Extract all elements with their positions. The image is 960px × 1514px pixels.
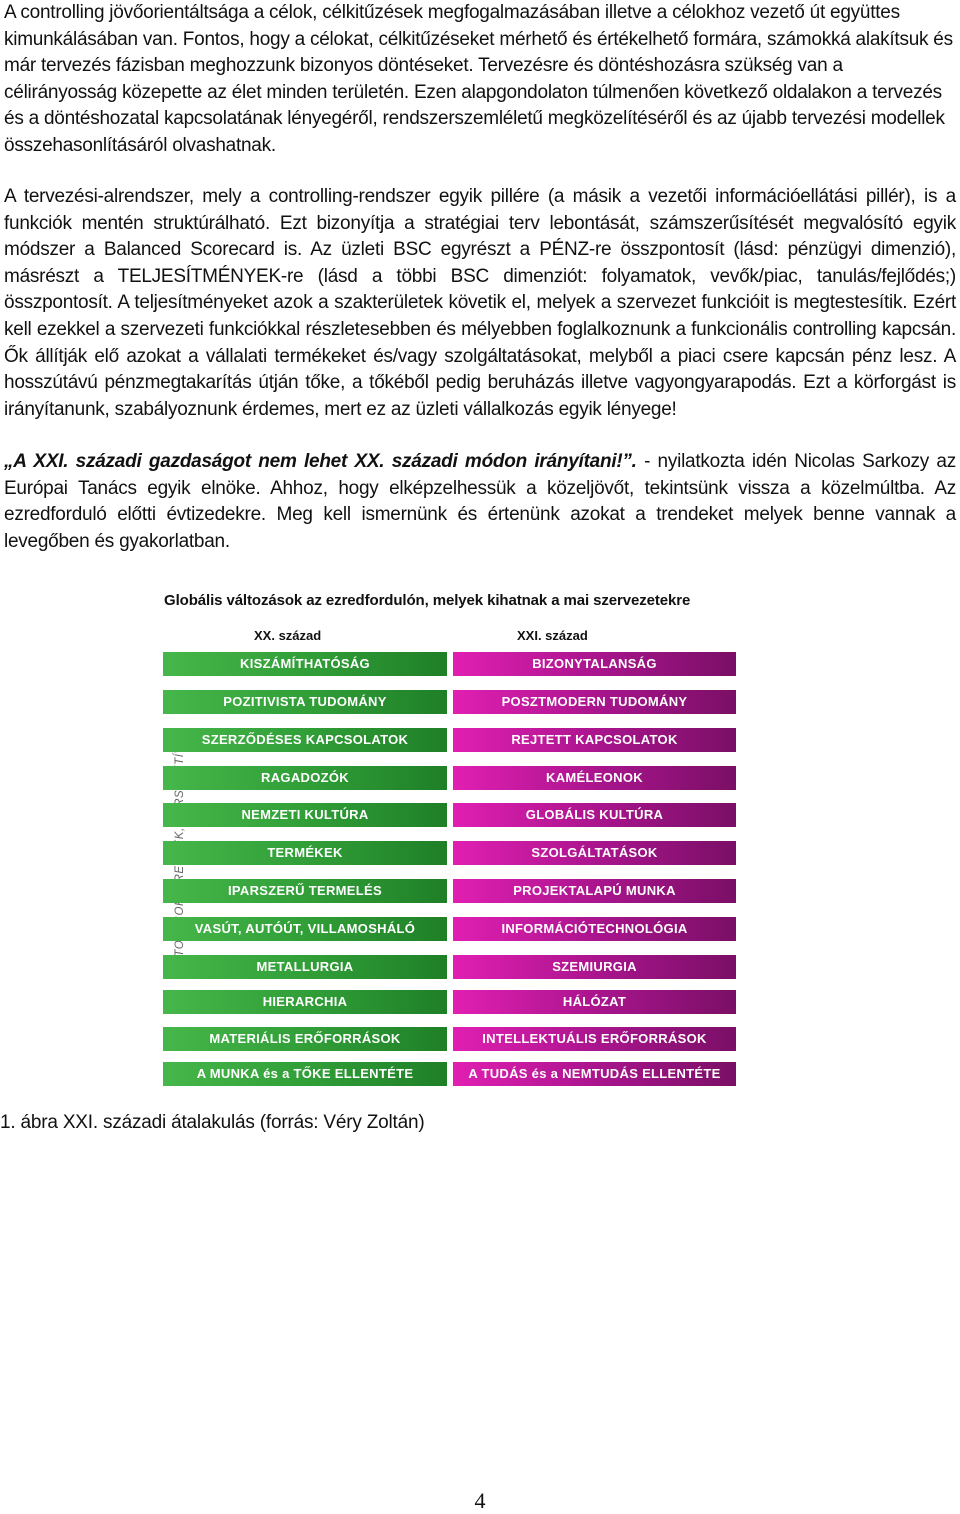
cell-21st-century: GLOBÁLIS KULTÚRA [453,803,736,827]
cell-21st-century: REJTETT KAPCSOLATOK [453,728,736,752]
cell-20th-century: RAGADOZÓK [163,766,447,790]
comparison-row [163,879,735,903]
paragraph-1: A controlling jövőorientáltsága a célok, célkitűzések megfogalmazásában illetve a célokhoz vezető út együttes kimunkálásában van. Fontos, hogy a célokat, célkitűzéseket mérhető és értékelhető formára, számokká alakítsuk és már tervezés fázisban meghozzunk bizonyos döntéseket. Tervezésre és döntéshozásra szükség van a célirányosság közepette az élet minden területén. Ezen alapgondolaton túlmenően következő oldalakon a tervezés és a döntéshozatal kapcsolatának lényegéről, rendszerszemléletű megközelítéséről és az újabb tervezési modellek összehasonlításáról olvashatnak. [4,2,953,156]
cell-21st-century: HÁLÓZAT [453,990,736,1014]
comparison-row [163,766,735,790]
paragraph-3-rest: - nyilatkozta idén Nicolas Sarkozy az Európai Tanács egyik elnöke. Ahhoz, hogy elképzelhessük a közeljövőt, tekintsünk vissza a közelmúltba. Az ezredforduló előtti évtizedekre. Meg kell ismernünk és értenünk azokat a trendeket melyek benne vannak a levegőben és gyakorlatban. [4,451,956,552]
cell-21st-century: KAMÉLEONOK [453,766,736,790]
cell-20th-century: A MUNKA és a TŐKE ELLENTÉTE [163,1062,447,1086]
comparison-row [163,917,735,941]
cell-20th-century: NEMZETI KULTÚRA [163,803,447,827]
figure-title: Globális változások az ezredfordulón, melyek kihatnak a mai szervezetekre [164,592,691,609]
cell-21st-century: PROJEKTALAPÚ MUNKA [453,879,736,903]
cell-21st-century: A TUDÁS és a NEMTUDÁS ELLENTÉTE [453,1062,736,1086]
cell-21st-century: BIZONYTALANSÁG [453,652,736,676]
cell-20th-century: IPARSZERŰ TERMELÉS [163,879,447,903]
comparison-row [163,690,735,714]
figure-caption: 1. ábra XXI. századi átalakulás (forrás: Véry Zoltán) [0,1112,425,1133]
cell-21st-century: INTELLEKTUÁLIS ERŐFORRÁSOK [453,1027,736,1051]
comparison-row [163,1027,735,1051]
figure-global-changes [0,586,960,1096]
paragraph-3 [4,449,956,555]
cell-20th-century: SZERZŐDÉSES KAPCSOLATOK [163,728,447,752]
cell-20th-century: VASÚT, AUTÓÚT, VILLAMOSHÁLÓ [163,917,447,941]
cell-20th-century: MATERIÁLIS ERŐFORRÁSOK [163,1027,447,1051]
sarkozy-quote: „A XXI. századi gazdaságot nem lehet XX. századi módon irányítani!”. [4,451,637,472]
comparison-row [163,1062,735,1086]
cell-20th-century: KISZÁMÍTHATÓSÁG [163,652,447,676]
cell-20th-century: HIERARCHIA [163,990,447,1014]
comparison-row [163,955,735,979]
column-header-20th-century: XX. század [254,628,322,643]
column-header-21st-century: XXI. század [517,628,588,643]
cell-21st-century: INFORMÁCIÓTECHNOLÓGIA [453,917,736,941]
cell-20th-century: METALLURGIA [163,955,447,979]
comparison-row [163,841,735,865]
cell-21st-century: POSZTMODERN TUDOMÁNY [453,690,736,714]
comparison-row [163,803,735,827]
paragraph-2: A tervezési-alrendszer, mely a controlling-rendszer egyik pillére (a másik a vezetői információellátási pillér), is a funkciók mentén struktúrálható. Ezt bizonyítja a stratégiai terv lebontását, számszerűsítését megvalósító egyik módszer a Balanced Scorecard is. Az üzleti BSC egyrészt a PÉNZ-re összpontosít (lásd: pénzügyi dimenzió), másrészt a TELJESÍTMÉNYEK-re (lásd a többi BSC dimenziót: folyamatok, vevők/piac, tanulás/fejlődés;) összpontosít. A teljesítményeket azok a szakterületek követik el, melyek a szervezet funkcióit is megtestesítik. Ezért kell ezekkel a szervezeti funkciókkal részletesebben és mélyebben foglalkoznunk a funkcionális controlling kapcsán. Ők állítják elő azokat a vállalati termékeket és/vagy szolgáltatásokat, melyből a piaci csere kapcsán pénz lesz. A hosszútávú pénzmegtakarítás útján tőke, a tőkéből pedig beruházás illetve vagyongyarapodás. Ezt a körforgást is irányítanunk, szabályoznunk érdemes, mert ez az üzleti vállalkozás egyik lényege! [4,186,956,420]
cell-21st-century: SZOLGÁLTATÁSOK [453,841,736,865]
comparison-row [163,728,735,752]
cell-20th-century: TERMÉKEK [163,841,447,865]
comparison-row [163,652,735,676]
page-number: 4 [474,1488,486,1513]
cell-20th-century: POZITIVISTA TUDOMÁNY [163,690,447,714]
cell-21st-century: SZEMIURGIA [453,955,736,979]
comparison-row [163,990,735,1014]
